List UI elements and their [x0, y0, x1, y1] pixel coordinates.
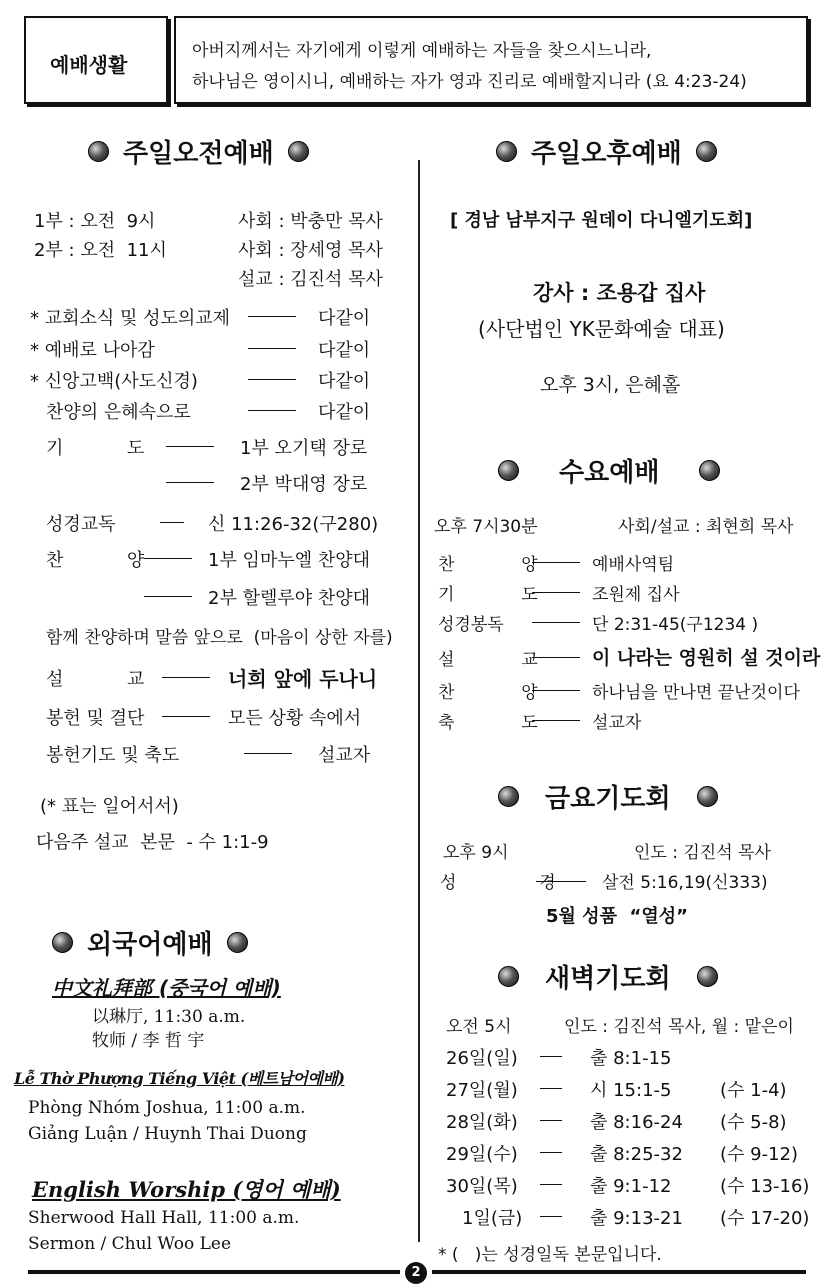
fri-scripture-label: 성 경	[440, 873, 556, 893]
order-item-label: * 신앙고백(사도신경)	[30, 371, 198, 392]
page-number: 2	[405, 1262, 427, 1284]
wed-sermon-title: 이 나라는 영원히 설 것이라	[592, 647, 821, 669]
sunday-pm-heading	[496, 133, 717, 170]
fri-scripture: 살전 5:16,19(신333)	[602, 873, 768, 893]
dawn-note: * ( )는 성경일독 본문입니다.	[438, 1245, 662, 1265]
bullet-icon	[498, 786, 519, 807]
pm-event: [ 경남 남부지구 원데이 다니엘기도회]	[450, 210, 753, 231]
pm-time: 오후 3시, 은혜홀	[540, 374, 681, 396]
dawn-extra: (수 1-4)	[720, 1080, 787, 1101]
wednesday-heading	[498, 452, 720, 489]
dash-line	[144, 558, 192, 559]
dawn-text: 출 9:1-12	[590, 1176, 672, 1197]
dawn-text: 출 8:25-32	[590, 1144, 683, 1165]
foreign-heading	[52, 924, 248, 961]
fri-leader: 인도 : 김진석 목사	[634, 843, 771, 863]
prayer1: 1부 오기택 장로	[240, 438, 368, 459]
dawn-day: 29일(수)	[446, 1144, 518, 1165]
foreign-title: 외국어예배	[87, 930, 213, 960]
praise1: 1부 임마누엘 찬양대	[208, 550, 370, 571]
english-service-pastor: Sermon / Chul Woo Lee	[28, 1234, 232, 1254]
wed-item-label: 기 도	[438, 585, 538, 605]
dash-line	[144, 596, 192, 597]
order-item-value: 다같이	[318, 340, 371, 361]
wed-item-value: 단 2:31-45(구1234 )	[592, 615, 759, 635]
service2-time: 2부 : 오전 11시	[34, 240, 167, 261]
sermon-label: 설 교	[46, 669, 145, 690]
order-item-label: 찬양의 은혜속으로	[46, 402, 191, 423]
english-service-place: Sherwood Hall Hall, 11:00 a.m.	[28, 1208, 300, 1228]
stand-note: (* 표는 일어서서)	[40, 796, 179, 817]
dash-line	[532, 562, 580, 563]
footer-rule-left	[28, 1270, 400, 1274]
order-item-value: 다같이	[318, 308, 371, 329]
dawn-day: 28일(화)	[446, 1112, 518, 1133]
footer-rule-right	[432, 1270, 806, 1274]
dawn-day: 26일(일)	[446, 1048, 518, 1069]
order-item-value: 다같이	[318, 402, 371, 423]
dawn-title: 새벽기도회	[545, 964, 671, 994]
next-week-sermon: 다음주 설교 본문 - 수 1:1-9	[36, 832, 269, 853]
prayer2: 2부 박대영 장로	[240, 474, 368, 495]
dawn-text: 출 9:13-21	[590, 1208, 683, 1229]
dash-line	[532, 720, 580, 721]
service2-host: 사회 : 장세영 목사	[238, 240, 383, 261]
dawn-leader: 인도 : 김진석 목사, 월 : 맡은이	[564, 1017, 794, 1037]
reading: 신 11:26-32(구280)	[208, 514, 379, 535]
pm-speaker: 강사 : 조용갑 집사	[533, 281, 706, 305]
english-service-title: English Worship (영어 예배)	[32, 1177, 341, 1202]
chinese-service-title: 中文礼拜部 (중국어 예배)	[52, 976, 281, 1000]
offering: 모든 상황 속에서	[228, 708, 362, 729]
dash-line	[248, 316, 296, 317]
vietnamese-service-pastor: Giảng Luận / Huynh Thai Duong	[28, 1124, 307, 1144]
fri-virtue: 5월 성품 “열성”	[546, 906, 688, 927]
chinese-service-place: 以琳厅, 11:30 a.m.	[92, 1007, 246, 1027]
dawn-text: 출 8:16-24	[590, 1112, 683, 1133]
reading-label: 성경교독	[46, 514, 116, 535]
bullet-icon	[696, 141, 717, 162]
bullet-icon	[288, 141, 309, 162]
dash-line	[532, 690, 580, 691]
service1-time: 1부 : 오전 9시	[34, 211, 156, 232]
wed-item-label: 설 교	[438, 650, 538, 670]
wed-item-value: 예배사역팀	[592, 555, 675, 575]
dash-line	[248, 410, 296, 411]
dawn-extra: (수 13-16)	[720, 1176, 810, 1197]
order-item-value: 다같이	[318, 371, 371, 392]
benediction-label: 봉헌기도 및 축도	[46, 745, 180, 766]
service1-host: 사회 : 박충만 목사	[238, 211, 383, 232]
dash-line	[540, 1152, 562, 1153]
dash-line	[532, 622, 580, 623]
prayer-label: 기 도	[46, 438, 145, 459]
sunday-am-title: 주일오전예배	[123, 139, 274, 169]
vietnamese-service-title: Lễ Thờ Phượng Tiếng Việt (베트남어예배)	[14, 1069, 345, 1088]
wed-time: 오후 7시30분	[434, 517, 538, 537]
dash-line	[162, 677, 210, 678]
header-verse-line2: 하나님은 영이시니, 예배하는 자가 영과 진리로 예배할지니라 (요 4:23-24)	[192, 72, 747, 92]
fri-time: 오후 9시	[443, 843, 509, 863]
bullet-icon	[699, 460, 720, 481]
bullet-icon	[697, 786, 718, 807]
dawn-day: 1일(금)	[462, 1208, 523, 1229]
dawn-extra: (수 5-8)	[720, 1112, 787, 1133]
order-item-label: * 교회소식 및 성도의교제	[30, 308, 231, 329]
dawn-heading	[498, 958, 718, 995]
bullet-icon	[52, 932, 73, 953]
wed-item-label: 축 도	[438, 713, 538, 733]
header-label: 예배생활	[50, 53, 128, 77]
friday-heading	[498, 778, 718, 815]
dash-line	[244, 753, 292, 754]
bullet-icon	[496, 141, 517, 162]
dash-line	[248, 379, 296, 380]
dawn-time: 오전 5시	[446, 1017, 512, 1037]
pm-speaker-org: (사단법인 YK문화예술 대표)	[478, 317, 725, 341]
offering-label: 봉헌 및 결단	[46, 708, 145, 729]
bullet-icon	[498, 460, 519, 481]
chinese-service-pastor: 牧师 / 李 哲 宇	[92, 1031, 205, 1051]
dash-line	[248, 348, 296, 349]
header-verse-line1: 아버지께서는 자기에게 이렇게 예배하는 자들을 찾으시느니라,	[192, 41, 652, 61]
dash-line	[166, 446, 214, 447]
dash-line	[540, 1056, 562, 1057]
bullet-icon	[227, 932, 248, 953]
praise-label: 찬 양	[46, 550, 145, 571]
benediction: 설교자	[318, 745, 371, 766]
dash-line	[532, 592, 580, 593]
sunday-am-heading	[88, 133, 309, 170]
dawn-extra: (수 17-20)	[720, 1208, 810, 1229]
dawn-day: 27일(월)	[446, 1080, 518, 1101]
bullet-icon	[697, 966, 718, 987]
wednesday-title: 수요예배	[559, 458, 660, 488]
dawn-day: 30일(목)	[446, 1176, 518, 1197]
friday-title: 금요기도회	[545, 784, 671, 814]
dawn-text: 출 8:1-15	[590, 1048, 672, 1069]
wed-item-value: 설교자	[592, 713, 642, 733]
wed-host: 사회/설교 : 최현희 목사	[618, 517, 794, 537]
sunday-pm-title: 주일오후예배	[531, 139, 682, 169]
dash-line	[540, 1184, 562, 1185]
wed-item-value: 하나님을 만나면 끝난것이다	[592, 683, 800, 703]
dash-line	[536, 881, 586, 882]
dawn-text: 시 15:1-5	[590, 1080, 672, 1101]
vietnamese-service-place: Phòng Nhóm Joshua, 11:00 a.m.	[28, 1098, 306, 1118]
order-item-label: * 예배로 나아감	[30, 340, 155, 361]
dash-line	[532, 657, 580, 658]
sermon-title: 너희 앞에 두나니	[228, 667, 378, 691]
dash-line	[160, 522, 184, 523]
dash-line	[540, 1216, 562, 1217]
praise2: 2부 할렐루야 찬양대	[208, 588, 370, 609]
together-line: 함께 찬양하며 말씀 앞으로 (마음이 상한 자를)	[46, 628, 393, 648]
column-divider	[418, 160, 420, 1242]
dash-line	[166, 482, 214, 483]
wed-item-label: 성경봉독	[438, 615, 504, 635]
dash-line	[540, 1088, 562, 1089]
dawn-extra: (수 9-12)	[720, 1144, 799, 1165]
dash-line	[162, 716, 210, 717]
dash-line	[540, 1120, 562, 1121]
wed-item-value: 조원제 집사	[592, 585, 680, 605]
bullet-icon	[88, 141, 109, 162]
wed-item-label: 찬 양	[438, 555, 538, 575]
wed-item-label: 찬 양	[438, 683, 538, 703]
bullet-icon	[498, 966, 519, 987]
sermon-by: 설교 : 김진석 목사	[238, 269, 383, 290]
